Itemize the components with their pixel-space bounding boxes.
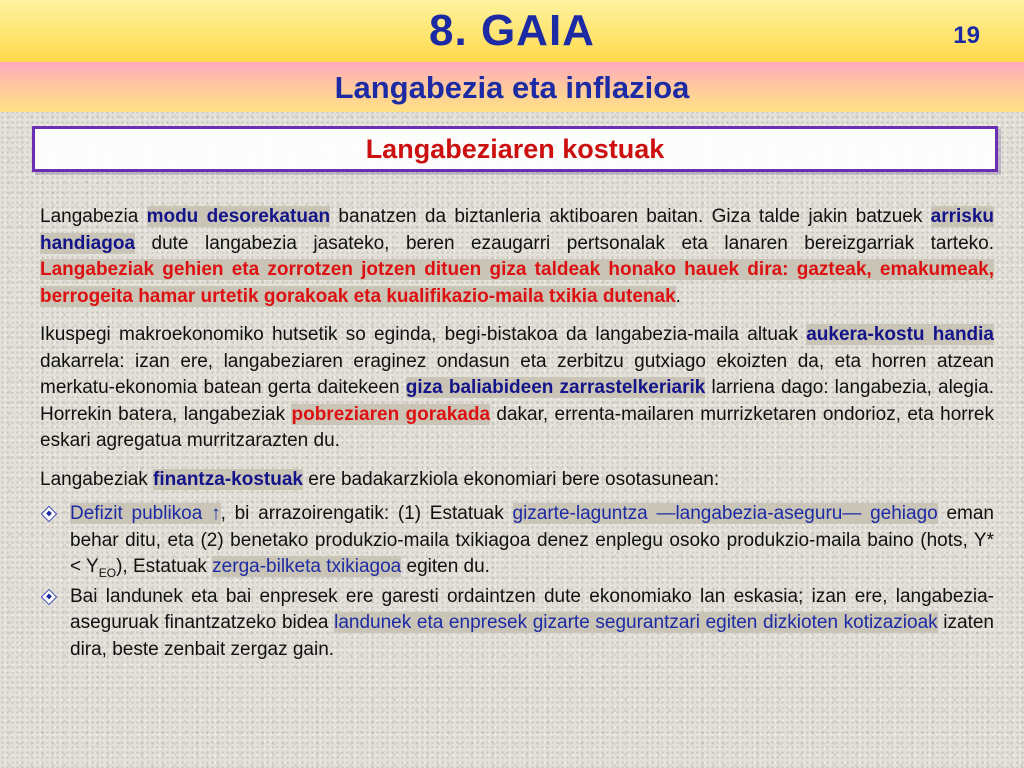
slide-title: Langabezia eta inflazioa [334,70,690,105]
highlight-term: arrisku handiagoa [40,206,995,254]
page-number: 19 [953,22,980,49]
text-run: banatzen da biztanleria aktiboaren baitan. Giza talde jakin batzuek [330,206,931,227]
text-run: Langabezia [40,206,147,227]
text-run: Bai landunek eta bai enpresek ere garesti ordaintzen dute ekonomiako lan eskasia; izan ere, langabezia-aseguruak finantzatzeko bidea [70,585,994,633]
slide-content [40,204,994,666]
text-run: dakarrela: izan ere, langabeziaren eraginez ondasun eta zerbitzu gutxiago ekoizten da, eta horren atzean merkatu-ekonomia batean gerta daitekeen [40,350,994,398]
highlight-term: giza baliabideen zarrastelkeriarik [405,377,706,398]
text-run: . [675,285,681,307]
text-run: Ikuspegi makroekonomiko hutsetik so eginda, begi-bistakoa da langabezia-maila altuak [40,324,807,345]
section-title-box [32,126,998,172]
chapter-title: 8. GAIA [429,6,595,55]
highlight-term: finantza-kostuak [153,468,303,490]
text-run: larriena dago: langabezia, alegia. Horrekin batera, langabeziak [40,377,995,425]
highlight-term: aukera-kostu handia [806,324,995,345]
paragraph-financial-costs [40,467,994,494]
text-run: dakar, errenta-mailaren murrizketaren ondorioz, eta horrek eskari agregatua murritzarazten du. [40,403,994,451]
highlight-term: modu desorekatuan [146,206,331,227]
text-run: dute langabezia jasateko, beren ezaugarri pertsonalak eta lanaren bereizgarriak tarteko. [135,232,994,254]
text-run: egiten du. [401,556,490,577]
paragraph-unemployment-distribution [40,204,994,310]
bullet-item-labor-costs [40,584,994,664]
text-run: eman behar ditu, eta (2) benetako produkzio-maila txikiagoa denez enplegu osoko produkzio-maila baino (hots, Y* < Y [70,503,994,577]
diamond-bullet-icon [41,506,57,522]
text-run: izaten dira, beste zenbait zergaz gain. [70,612,995,660]
highlight-red-statement: Langabeziak gehien eta zorrotzen jotzen dituen giza taldeak honako hauek dira: gazteak, emakumeak, berrogeita hamar urtetik gorakoak eta kualifikazio-maila txikia dutenak [40,259,994,307]
highlight-red-term: pobreziaren gorakada [291,403,491,425]
highlight-term: gizarte-laguntza —langabezia-aseguru— gehiago [512,503,938,524]
text-run: , bi arrazoirengatik: (1) Estatuak [220,503,513,524]
section-title: Langabeziaren kostuak [365,134,665,164]
bullet-item-public-deficit [40,501,994,581]
text-run: Langabeziak [40,468,154,490]
text-run: ), Estatuak [116,556,213,577]
text-run: ere badakarzkiola ekonomiari bere osotasunean: [302,468,720,490]
highlight-term: landunek eta enpresek gizarte segurantzari egiten dizkioten kotizazioak [334,612,938,633]
highlight-term: Defizit publikoa ↑ [70,503,221,524]
diamond-bullet-icon [41,588,57,604]
subscript: EO [98,565,117,580]
highlight-term: zerga-bilketa txikiagoa [212,556,402,577]
paragraph-macroeconomic-view [40,322,994,455]
